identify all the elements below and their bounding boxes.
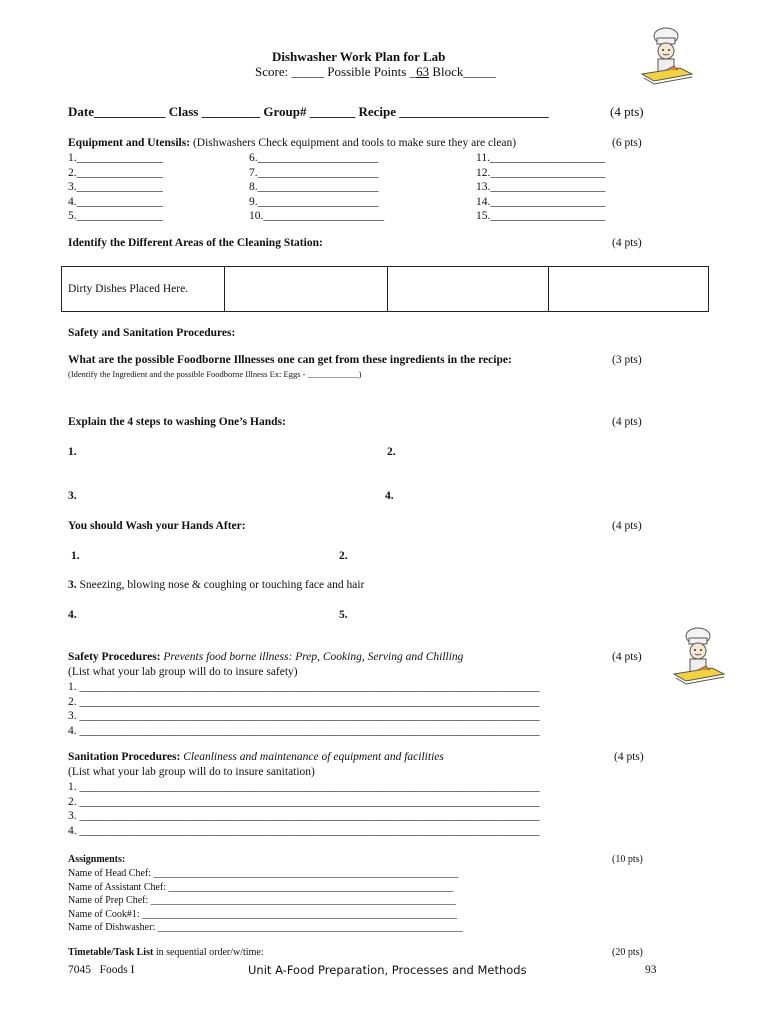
sanitation-line[interactable]: 3. ________________________________________________________________________________	[68, 810, 540, 823]
assignments-lines	[68, 867, 463, 935]
possible-points: 63	[416, 64, 430, 79]
equipment-line: 4._______________	[68, 195, 163, 208]
station-cell[interactable]	[388, 267, 549, 312]
equipment-col-3	[476, 151, 605, 224]
dishwasher-field[interactable]: Name of Dishwasher: _____________________________________________________________	[68, 922, 463, 934]
station-cell: Dirty Dishes Placed Here.	[62, 267, 225, 312]
assignments-heading: Assignments:	[68, 854, 126, 865]
wash-after-item-3-number: 3.	[68, 579, 77, 591]
wash-after-item-3-text: Sneezing, blowing nose & coughing or touching face and hair	[76, 579, 365, 591]
score-prefix: Score: _____ Possible Points _	[255, 64, 417, 79]
handwashing-step-3: 3.	[68, 490, 77, 502]
sanitation-procedures-heading	[68, 751, 444, 763]
cook-1-field[interactable]: Name of Cook#1: _______________________________________________________________	[68, 908, 458, 920]
handwashing-points: (4 pts)	[612, 416, 642, 428]
equipment-line: 2._______________	[68, 166, 163, 179]
chef-illustration	[668, 626, 728, 686]
equipment-line: 10._____________________	[249, 210, 385, 223]
sanitation-procedures-label: Sanitation Procedures:	[68, 751, 181, 763]
equipment-line: 14.____________________	[476, 195, 606, 208]
safety-line[interactable]: 1. ________________________________________________________________________________	[68, 681, 540, 693]
foodborne-hint: (Identify the Ingredient and the possible Foodborne Illness Ex: Eggs - ____________)	[68, 369, 362, 379]
timetable-heading	[68, 947, 264, 958]
prep-chef-field[interactable]: Name of Prep Chef: _____________________________________________________________	[68, 895, 456, 907]
safety-procedures-description: Prevents food borne illness: Prep, Cooking, Serving and Chilling	[160, 651, 464, 663]
timetable-rest: in sequential order/w/time:	[153, 947, 264, 958]
head-chef-field[interactable]: Name of Head Chef: _____________________________________________________________	[68, 868, 459, 879]
foodborne-question: What are the possible Foodborne Illnesses one can get from these ingredients in the recipe:	[68, 354, 512, 366]
block-field: Block_____	[429, 64, 496, 79]
footer-unit: Unit A-Food Preparation, Processes and Methods	[248, 963, 527, 977]
station-cell[interactable]	[549, 267, 709, 312]
equipment-line: 8._____________________	[249, 181, 379, 194]
handwashing-heading: Explain the 4 steps to washing One’s Hands:	[68, 416, 286, 428]
handwashing-step-2: 2.	[387, 446, 396, 458]
wash-after-item-2: 2.	[339, 550, 348, 562]
footer-page-number: 93	[645, 964, 657, 976]
assignments-points: (10 pts)	[612, 854, 643, 865]
equipment-label: Equipment and Utensils:	[68, 137, 191, 149]
equipment-points: (6 pts)	[612, 137, 642, 149]
table-row	[62, 267, 709, 312]
equipment-line: 15.____________________	[476, 210, 606, 223]
equipment-line: 9._____________________	[249, 195, 379, 208]
wash-after-heading: You should Wash your Hands After:	[68, 520, 246, 532]
equipment-line: 1._______________	[68, 152, 163, 164]
chef-illustration	[636, 26, 696, 86]
equipment-col-1	[68, 151, 163, 224]
timetable-points: (20 pts)	[612, 947, 643, 958]
handwashing-step-4: 4.	[385, 490, 394, 502]
wash-after-points: (4 pts)	[612, 520, 642, 532]
safety-procedures-heading	[68, 651, 463, 663]
equipment-line: 12.____________________	[476, 166, 606, 179]
safety-line[interactable]: 3. ________________________________________________________________________________	[68, 710, 540, 723]
equipment-col-2	[249, 151, 384, 224]
sanitation-procedures-instruction: (List what your lab group will do to insure sanitation)	[68, 766, 315, 778]
safety-procedures-points: (4 pts)	[612, 651, 642, 663]
safety-procedures-instruction: (List what your lab group will do to insure safety)	[68, 666, 298, 678]
sanitation-line[interactable]: 2. ________________________________________________________________________________	[68, 795, 540, 808]
assistant-chef-field[interactable]: Name of Assistant Chef: _________________________________________________________	[68, 881, 454, 893]
sanitation-line[interactable]: 1. ________________________________________________________________________________	[68, 781, 540, 793]
wash-after-item-4: 4.	[68, 609, 77, 621]
date-line-points: (4 pts)	[610, 104, 644, 119]
date-class-group-recipe-line: Date___________ Class _________ Group# _______ Recipe _______________________	[68, 104, 549, 119]
equipment-line: 3._______________	[68, 181, 163, 194]
safety-line[interactable]: 2. ________________________________________________________________________________	[68, 695, 540, 708]
wash-after-item-5: 5.	[339, 609, 348, 621]
areas-points: (4 pts)	[612, 237, 642, 249]
cleaning-station-table	[61, 266, 709, 312]
safety-procedures-label: Safety Procedures:	[68, 651, 161, 663]
equipment-heading	[68, 137, 516, 149]
score-line	[255, 64, 496, 80]
equipment-line: 7._____________________	[249, 166, 379, 179]
station-cell[interactable]	[225, 267, 388, 312]
safety-procedures-lines	[68, 680, 540, 738]
sanitation-line[interactable]: 4. ________________________________________________________________________________	[68, 824, 540, 837]
page-title: Dishwasher Work Plan for Lab	[272, 49, 446, 64]
handwashing-step-1: 1.	[68, 446, 77, 458]
wash-after-item-1: 1.	[71, 550, 80, 562]
wash-after-item-3	[68, 579, 364, 591]
timetable-label: Timetable/Task List	[68, 947, 154, 958]
sanitation-procedures-lines	[68, 780, 540, 838]
sanitation-procedures-description: Cleanliness and maintenance of equipment and facilities	[180, 751, 444, 763]
areas-heading: Identify the Different Areas of the Cleaning Station:	[68, 237, 323, 249]
equipment-line: 11.____________________	[476, 152, 605, 164]
sanitation-procedures-points: (4 pts)	[614, 751, 644, 763]
equipment-line: 13.____________________	[476, 181, 606, 194]
equipment-line: 6._____________________	[249, 152, 379, 164]
equipment-line: 5._______________	[68, 210, 163, 223]
foodborne-points: (3 pts)	[612, 354, 642, 366]
equipment-note: (Dishwashers Check equipment and tools to make sure they are clean)	[190, 137, 517, 149]
safety-line[interactable]: 4. ________________________________________________________________________________	[68, 724, 540, 737]
safety-sanitation-heading: Safety and Sanitation Procedures:	[68, 327, 236, 339]
footer-course: 7045 Foods I	[68, 964, 135, 976]
